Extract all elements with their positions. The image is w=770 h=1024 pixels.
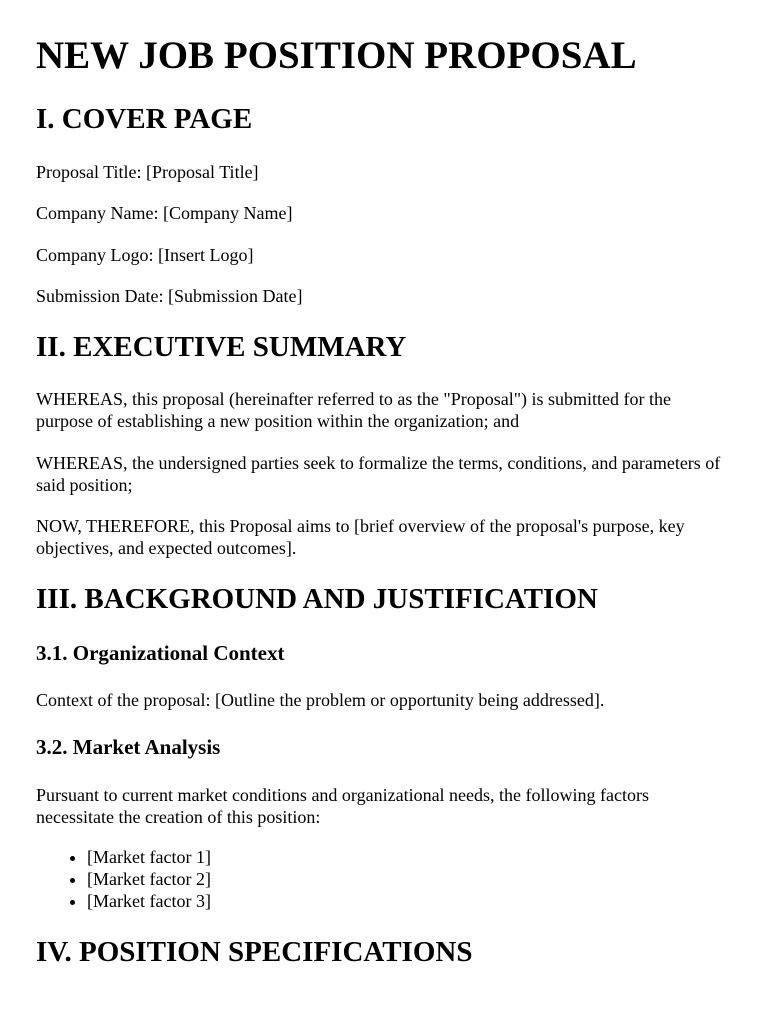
executive-summary-paragraph: WHEREAS, this proposal (hereinafter referred to as the "Proposal") is submitted for the purpose of establishing a new position within the organization; and (36, 389, 672, 431)
list-item: • [Market factor 1] (87, 846, 211, 868)
executive-summary-paragraph: NOW, THEREFORE, this Proposal aims to [brief overview of the proposal's purpose, key objectives, and expected outcomes]. (36, 516, 685, 558)
market-analysis-text: Pursuant to current market conditions and organizational needs, the following factors necessitate the creation of this position: (36, 785, 650, 827)
proposal-title-field: Proposal Title: [Proposal Title] (36, 162, 259, 182)
company-name-field: Company Name: [Company Name] (36, 203, 293, 223)
section-heading-executive-summary: II. EXECUTIVE SUMMARY (36, 331, 407, 363)
company-logo-field: Company Logo: [Insert Logo] (36, 245, 254, 265)
organizational-context-text: Context of the proposal: [Outline the problem or opportunity being addressed]. (36, 690, 605, 710)
submission-date-field: Submission Date: [Submission Date] (36, 286, 303, 306)
list-item: • [Market factor 2] (87, 868, 211, 890)
subheading-organizational-context: 3.1. Organizational Context (36, 641, 285, 665)
section-heading-background-justification: III. BACKGROUND AND JUSTIFICATION (36, 583, 598, 615)
document-title: NEW JOB POSITION PROPOSAL (36, 34, 637, 77)
subheading-market-analysis: 3.2. Market Analysis (36, 735, 221, 759)
executive-summary-paragraph: WHEREAS, the undersigned parties seek to formalize the terms, conditions, and parameters of said position; (36, 453, 721, 495)
list-item: • [Market factor 3] (87, 890, 211, 912)
market-factors-list (36, 846, 211, 912)
section-heading-cover-page: I. COVER PAGE (36, 103, 253, 135)
section-heading-position-specifications: IV. POSITION SPECIFICATIONS (36, 936, 473, 968)
